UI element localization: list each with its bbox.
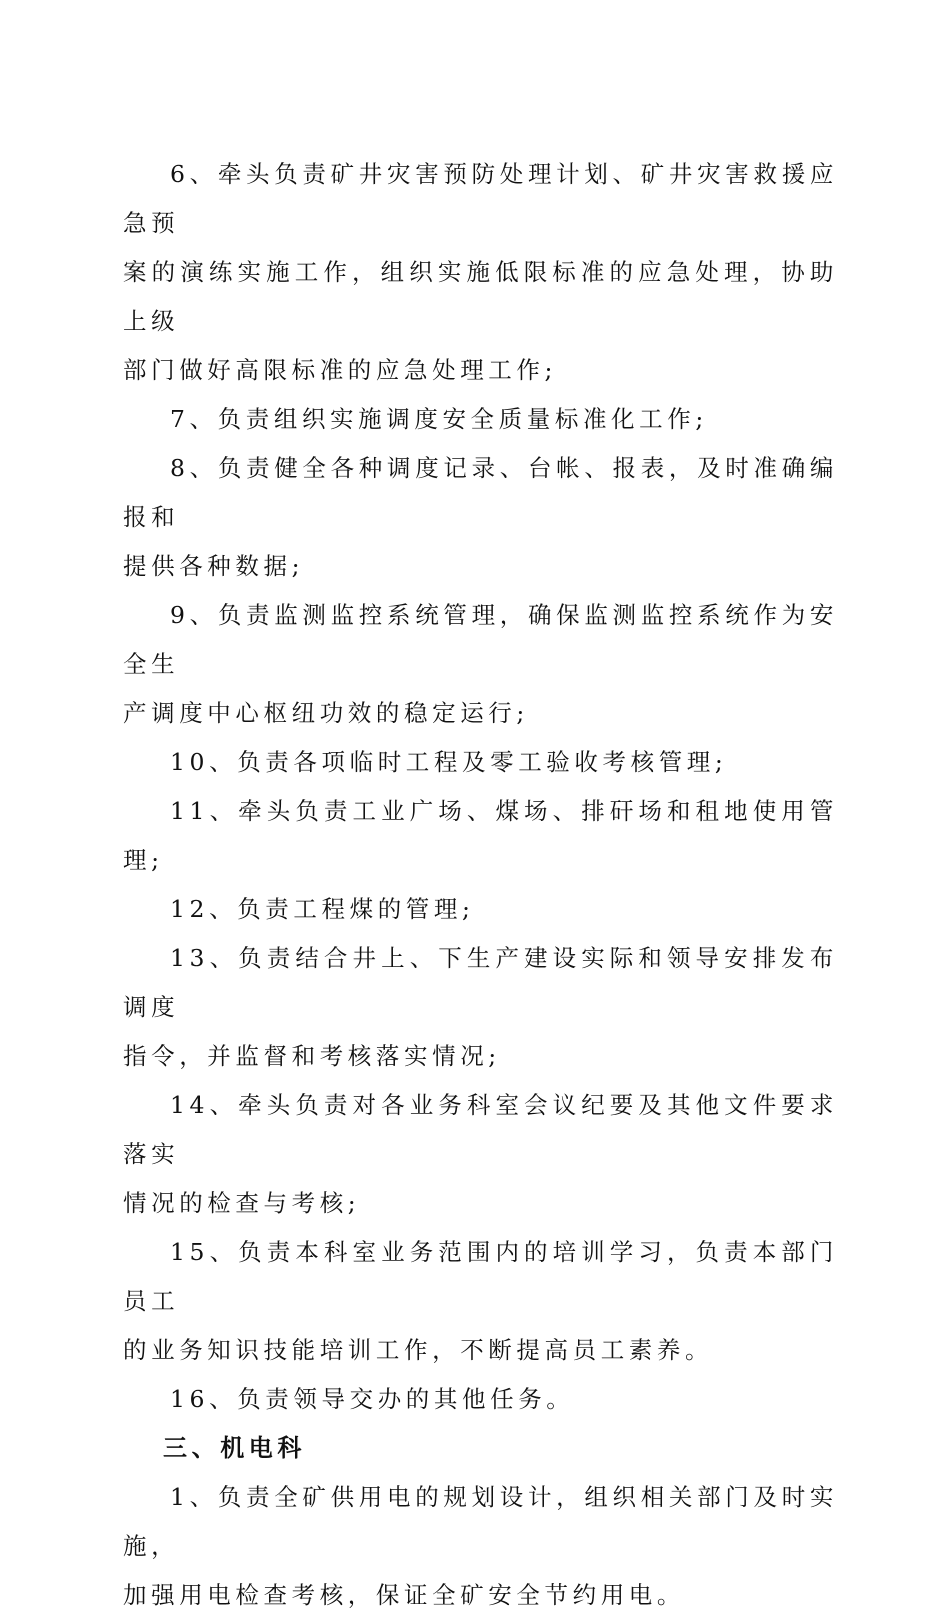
text-line: 部门做好高限标准的应急处理工作;: [123, 356, 558, 384]
text-line: 9、负责监测监控系统管理，确保监测监控系统作为安全生: [123, 601, 838, 678]
paragraph-item-16: [123, 1375, 838, 1424]
paragraph-item-7: [123, 395, 838, 444]
text-line: 15、负责本科室业务范围内的培训学习，负责本部门员工: [123, 1238, 838, 1315]
text-line: 的业务知识技能培训工作，不断提高员工素养。: [123, 1336, 714, 1364]
paragraph-item-10: [123, 738, 838, 787]
document-body: [123, 150, 838, 1620]
text-line: 10、负责各项临时工程及零工验收考核管理;: [170, 748, 728, 776]
paragraph-item-15: [123, 1228, 838, 1375]
paragraph-item-8: [123, 444, 838, 591]
section-paragraph-item-1: [123, 1473, 838, 1620]
paragraph-item-11: [123, 787, 838, 885]
text-line: 提供各种数据;: [123, 552, 305, 580]
text-line: 情况的检查与考核;: [123, 1189, 361, 1217]
section-heading: 三、机电科: [163, 1434, 306, 1462]
text-line: 7、负责组织实施调度安全质量标准化工作;: [170, 405, 708, 433]
text-line: 产调度中心枢纽功效的稳定运行;: [123, 699, 529, 727]
text-line: 案的演练实施工作，组织实施低限标准的应急处理，协助上级: [123, 258, 838, 335]
paragraph-item-9: [123, 591, 838, 738]
text-line: 指令，并监督和考核落实情况;: [123, 1042, 501, 1070]
text-line: 8、负责健全各种调度记录、台帐、报表，及时准确编报和: [123, 454, 838, 531]
text-line: 13、负责结合井上、下生产建设实际和领导安排发布调度: [123, 944, 838, 1021]
paragraph-item-6: [123, 150, 838, 395]
text-line: 6、牵头负责矿井灾害预防处理计划、矿井灾害救援应急预: [123, 160, 838, 237]
paragraph-item-13: [123, 934, 838, 1081]
text-line: 11、牵头负责工业广场、煤场、排矸场和租地使用管理;: [123, 797, 838, 874]
text-line: 1、负责全矿供用电的规划设计，组织相关部门及时实施，: [123, 1483, 838, 1560]
paragraph-item-12: [123, 885, 838, 934]
text-line: 加强用电检查考核，保证全矿安全节约用电。: [123, 1581, 685, 1609]
text-line: 14、牵头负责对各业务科室会议纪要及其他文件要求落实: [123, 1091, 838, 1168]
text-line: 12、负责工程煤的管理;: [170, 895, 475, 923]
paragraph-item-14: [123, 1081, 838, 1228]
text-line: 16、负责领导交办的其他任务。: [170, 1385, 575, 1413]
